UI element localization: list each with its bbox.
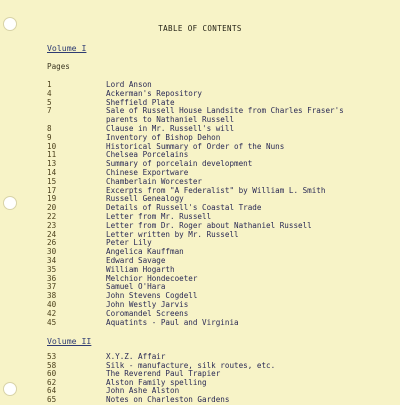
page-number: 30: [47, 247, 57, 257]
entry-title: Angelica Kauffman: [106, 247, 184, 257]
entry-title: Silk - manufacture, silk routes, etc.: [106, 360, 276, 370]
page-number: 22: [47, 212, 57, 221]
page-number: 5: [47, 97, 52, 107]
page-number: 15: [47, 176, 57, 186]
entry-title: John Westly Jarvis: [106, 300, 189, 309]
toc-entry: [47, 395, 400, 405]
page-number: 42: [47, 308, 57, 318]
page-title: TABLE OF CONTENTS: [158, 24, 242, 33]
entry-title: Notes on Charleston Gardens: [106, 395, 230, 404]
entry-title: Chamberlain Worcester: [106, 176, 203, 186]
page-number: 20: [47, 203, 57, 213]
entry-title: Historical Summary of Order of the Nuns: [106, 141, 285, 151]
binder-hole: [3, 382, 17, 396]
page-number: 37: [47, 282, 57, 292]
page-number: 14: [47, 168, 57, 177]
entry-title: Edward Savage: [106, 256, 166, 265]
pages-label: Pages: [47, 62, 70, 71]
entry-title: Sale of Russell House Landsite from Charles Fraser's: [106, 106, 344, 116]
entry-title: Chinese Exportware: [106, 168, 189, 177]
page-number: 10: [47, 141, 57, 151]
volume-heading: Volume II: [47, 336, 92, 346]
page-number: 7: [47, 106, 52, 116]
entry-title: John Ashe Alston: [106, 386, 180, 396]
entry-title: Details of Russell's Coastal Trade: [106, 203, 262, 213]
page-number: 35: [47, 264, 57, 274]
entry-title: Peter Lily: [106, 238, 152, 248]
entry-title: parents to Nathaniel Russell: [106, 115, 235, 125]
entry-title: Russell Genealogy: [106, 194, 184, 204]
entry-title: Clause in Mr. Russell's will: [106, 124, 235, 133]
page-number: 24: [47, 229, 57, 239]
entry-title: John Stevens Cogdell: [106, 291, 198, 301]
entry-title: Summary of porcelain development: [106, 159, 253, 169]
page-number: 58: [47, 360, 57, 370]
entry-title: Samuel O'Hara: [106, 282, 166, 292]
entry-title: Coromandel Screens: [106, 308, 189, 318]
entry-title: Inventory of Bishop Dehon: [106, 132, 221, 142]
entry-title: Chelsea Porcelains: [106, 150, 189, 160]
entry-title: X.Y.Z. Affair: [106, 352, 166, 361]
entry-title: Melchior Hondecoeter: [106, 273, 198, 283]
entry-title: Letter from Mr. Russell: [106, 212, 212, 221]
entry-title: Aquatints - Paul and Virginia: [106, 317, 239, 327]
toc-entry: [47, 318, 400, 328]
page-number: 11: [47, 150, 57, 160]
page-number: 64: [47, 386, 57, 396]
entry-title: William Hogarth: [106, 264, 175, 274]
entry-title: Letter written by Mr. Russell: [106, 229, 239, 239]
page-number: 45: [47, 317, 57, 327]
entry-title: Letter from Dr. Roger about Nathaniel Russell: [106, 220, 312, 230]
page-number: 9: [47, 132, 52, 142]
entry-title: Sheffield Plate: [106, 97, 175, 107]
page-number: 34: [47, 256, 57, 265]
page-number: 38: [47, 291, 57, 301]
page-number: 62: [47, 377, 57, 387]
page-number: 13: [47, 159, 57, 169]
entry-title: Ackerman's Repository: [106, 88, 203, 98]
page-number: 53: [47, 352, 57, 361]
page-number: 26: [47, 238, 57, 248]
page-number: 19: [47, 194, 57, 204]
page-number: 40: [47, 300, 57, 309]
page-number: 23: [47, 220, 57, 230]
page-number: 60: [47, 369, 57, 379]
page-number: 36: [47, 273, 57, 283]
page-number: 65: [47, 395, 57, 404]
page-number: 4: [47, 88, 52, 98]
entry-title: The Reverend Paul Trapier: [106, 369, 221, 379]
page-number: 17: [47, 185, 57, 195]
volume-heading: Volume I: [47, 43, 87, 53]
page-number: 1: [47, 80, 52, 89]
page-number: 8: [47, 124, 52, 133]
binder-hole: [3, 196, 17, 210]
entry-title: Alston Family spelling: [106, 377, 207, 387]
entry-title: Lord Anson: [106, 80, 152, 89]
entry-title: Excerpts from "A Federalist" by William L. Smith: [106, 185, 326, 195]
